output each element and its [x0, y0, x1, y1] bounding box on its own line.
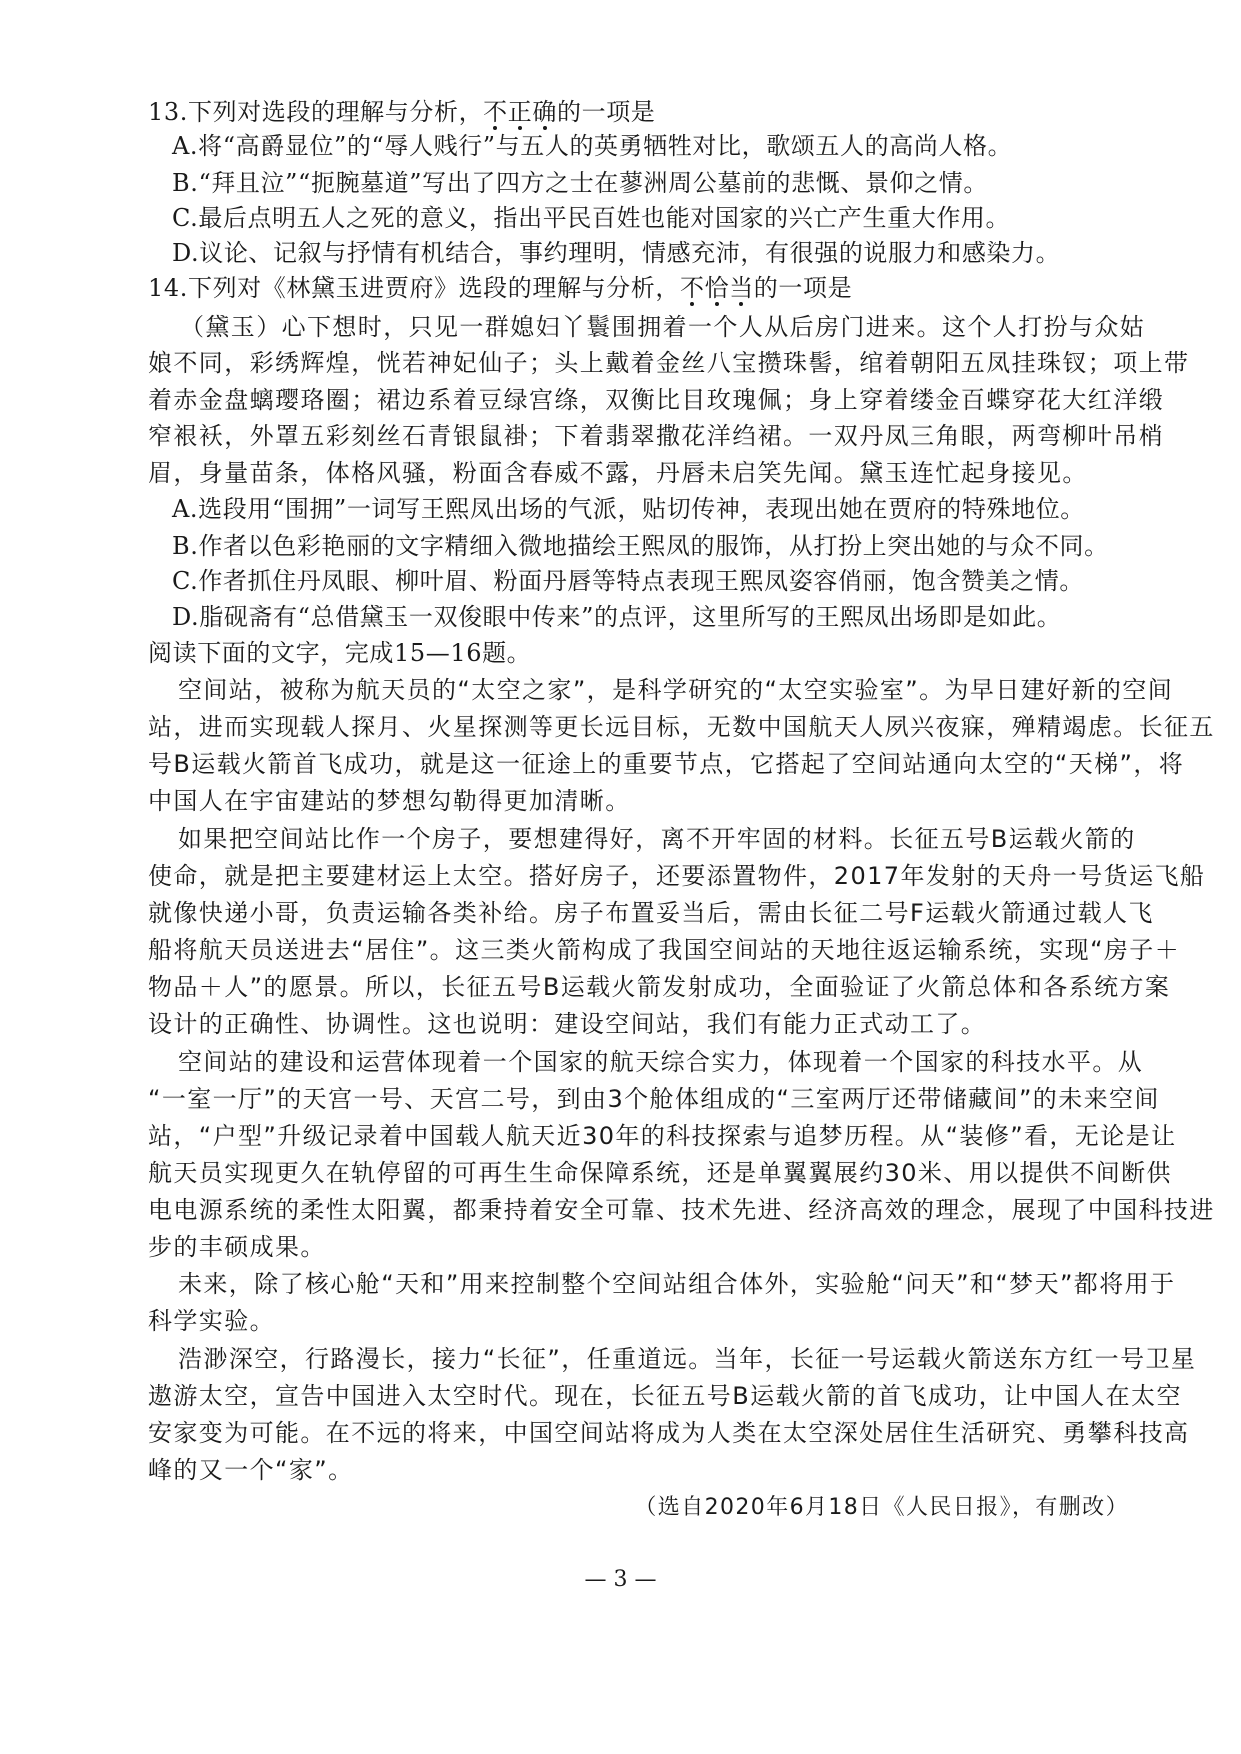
reading-line: 航天员实现更久在轨停留的可再生生命保障系统，还是单翼翼展约30米、用以提供不间断供 — [148, 1159, 1172, 1187]
reading-line: 船将航天员送进去“居住”。这三类火箭构成了我国空间站的天地往返运输系统，实现“房子＋ — [148, 936, 1181, 964]
reading-line: 未来，除了核心舱“天和”用来控制整个空间站组合体外，实验舱“问天”和“梦天”都将用于 — [178, 1270, 1176, 1298]
reading-line: 峰的又一个“家”。 — [148, 1456, 354, 1484]
reading-line: 浩渺深空，行路漫长，接力“长征”，任重道远。当年，长征一号运载火箭送东方红一号卫星 — [178, 1345, 1197, 1373]
q14-option-c: C.作者抓住丹凤眼、柳叶眉、粉面丹唇等特点表现王熙凤姿容俏丽，饱含赞美之情。 — [172, 567, 1084, 595]
q14-emphasis-char: 恰 — [704, 274, 730, 302]
q14-passage-line: 娘不同，彩绣辉煌，恍若神妃仙子；头上戴着金丝八宝攒珠髻，绾着朝阳五凤挂珠钗；项上带 — [148, 349, 1190, 377]
reading-line: 站，进而实现载人探月、火星探测等更长远目标，无数中国航天人夙兴夜寐，殚精竭虑。长征五 — [148, 713, 1215, 741]
reading-line: 物品＋人”的愿景。所以，长征五号B运载火箭发射成功，全面验证了火箭总体和各系统方案 — [148, 973, 1171, 1001]
reading-line: 站，“户型”升级记录着中国载人航天近30年的科技探索与追梦历程。从“装修”看，无论是让 — [148, 1122, 1177, 1150]
q14-option-a: A.选段用“围拥”一词写王熙凤出场的气派，贴切传神，表现出她在贾府的特殊地位。 — [172, 495, 1085, 523]
reading-instruction: 阅读下面的文字，完成15—16题。 — [148, 639, 532, 667]
q13-emphasis-char: 不 — [483, 98, 508, 126]
reading-line: “一室一厅”的天宫一号、天宫二号，到由3个舱体组成的“三室两厅还带储藏间”的未来空间 — [148, 1085, 1160, 1113]
reading-line: 设计的正确性、协调性。这也说明：建设空间站，我们有能力正式动工了。 — [148, 1010, 987, 1038]
q14-emphasis-char: 不 — [679, 274, 705, 302]
q14-passage-line: （黛玉）心下想时，只见一群媳妇丫鬟围拥着一个人从后房门进来。这个人打扮与众姑 — [180, 313, 1146, 341]
reading-line: 步的丰硕成果。 — [148, 1233, 326, 1261]
q13-option-c: C.最后点明五人之死的意义，指出平民百姓也能对国家的兴亡产生重大作用。 — [172, 204, 1011, 232]
page-number: — 3 — — [584, 1567, 657, 1592]
q13-option-a: A.将“高爵显位”的“辱人贱行”与五人的英勇牺牲对比，歌颂五人的高尚人格。 — [172, 132, 1013, 160]
reading-line: 使命，就是把主要建材运上太空。搭好房子，还要添置物件，2017年发射的天舟一号货运飞船 — [148, 862, 1206, 890]
source-citation: （选自2020年6月18日《人民日报》，有删改） — [634, 1495, 1129, 1520]
q14-option-b: B.作者以色彩艳丽的文字精细入微地描绘王熙凤的服饰，从打扮上突出她的与众不同。 — [172, 532, 1109, 560]
q14-option-d: D.脂砚斋有“总借黛玉一双俊眼中传来”的点评，这里所写的王熙凤出场即是如此。 — [172, 603, 1062, 631]
q14-passage-line: 着赤金盘螭璎珞圈；裙边系着豆绿宫绦，双衡比目玫瑰佩；身上穿着缕金百蝶穿花大红洋缎 — [148, 386, 1164, 414]
q13-option-b: B.“拜且泣”“扼腕墓道”写出了四方之士在蓼洲周公墓前的悲慨、景仰之情。 — [172, 169, 988, 197]
q14-passage-line: 眉，身量苗条，体格风骚，粉面含春威不露，丹唇未启笑先闻。黛玉连忙起身接见。 — [148, 459, 1088, 487]
reading-line: 如果把空间站比作一个房子，要想建得好，离不开牢固的材料。长征五号B运载火箭的 — [178, 825, 1136, 853]
q14-emphasis-char: 当 — [729, 274, 754, 302]
q14-stem: 14.下列对《林黛玉进贾府》选段的理解与分析，不恰当的一项是 — [148, 274, 853, 302]
q14-passage-line: 窄裉袄，外罩五彩刻丝石青银鼠褂；下着翡翠撒花洋绉裙。一双丹凤三角眼，两弯柳叶吊梢 — [148, 422, 1164, 450]
q13-emphasis-char: 正 — [507, 98, 533, 126]
reading-line: 就像快递小哥，负责运输各类补给。房子布置妥当后，需由长征二号F运载火箭通过载人飞 — [148, 899, 1154, 927]
reading-line: 空间站，被称为航天员的“太空之家”，是科学研究的“太空实验室”。为早日建好新的空间 — [178, 676, 1174, 704]
reading-line: 空间站的建设和运营体现着一个国家的航天综合实力，体现着一个国家的科技水平。从 — [178, 1048, 1144, 1076]
reading-line: 遨游太空，宣告中国进入太空时代。现在，长征五号B运载火箭的首飞成功，让中国人在太空 — [148, 1382, 1182, 1410]
q13-emphasis-char: 确 — [532, 98, 557, 126]
reading-line: 号B运载火箭首飞成功，就是这一征途上的重要节点，它搭起了空间站通向太空的“天梯”，将 — [148, 750, 1185, 778]
reading-line: 电电源系统的柔性太阳翼，都秉持着安全可靠、技术先进、经济高效的理念，展现了中国科技进 — [148, 1196, 1215, 1224]
reading-line: 科学实验。 — [148, 1307, 275, 1335]
q13-stem: 13.下列对选段的理解与分析，不正确的一项是 — [148, 98, 656, 126]
reading-line: 中国人在宇宙建站的梦想勾勒得更加清晰。 — [148, 787, 631, 815]
reading-line: 安家变为可能。在不远的将来，中国空间站将成为人类在太空深处居住生活研究、勇攀科技高 — [148, 1419, 1190, 1447]
q13-option-d: D.议论、记叙与抒情有机结合，事约理明，情感充沛，有很强的说服力和感染力。 — [172, 239, 1061, 267]
